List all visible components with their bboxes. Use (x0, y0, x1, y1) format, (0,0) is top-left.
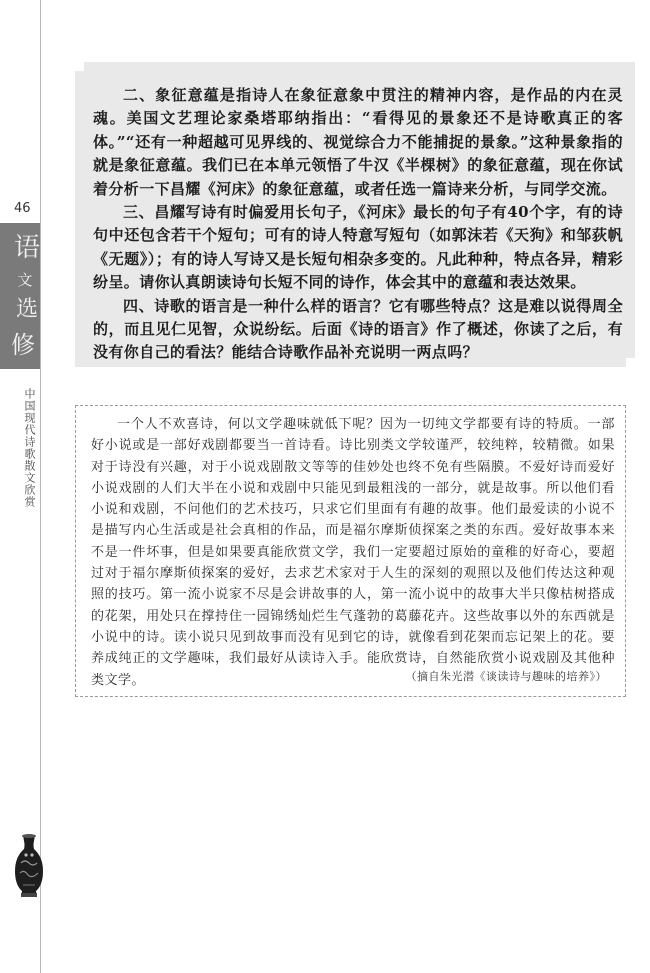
reading-passage: 一个人不欢喜诗，何以文学趣味就低下呢？因为一切纯文学都要有诗的特质。一部好小说或是一部好戏剧都要当一首诗看。诗比别类文学较谨严，较纯粹，较精微。如果对于诗没有兴趣，对于小说戏剧散文等等的佳妙处也终不免有些隔膜。不爱好诗而爱好小说戏剧的人们大半在小说和戏剧中只能见到最粗浅的一部分，就是故事。所以他们看小说和戏剧，不问他们的艺术技巧，只求它们里面有有趣的故事。他们最爱读的小说不是描写内心生活或是社会真相的作品，而是福尔摩斯侦探案之类的东西。爱好故事本来不是一件坏事，但是如果要真能欣赏文学，我们一定要超过原始的童稚的好奇心，要超过对于福尔摩斯侦探案的爱好，去求艺术家对于人生的深刻的观照以及他们传达这种观照的技巧。第一流小说家不尽是会讲故事的人，第一流小说中的故事大半只像枯树搭成的花架，用处只在撑持住一园锦绣灿烂生气蓬勃的葛藤花卉。这些故事以外的东西就是小说中的诗。读小说只见到故事而没有见到它的诗，就像看到花架而忘记架上的花。要养成纯正的文学趣味，我们最好从读诗入手。能欣赏诗，自然能欣赏小说戏剧及其他种类文学。 (91, 417, 615, 688)
vase-icon (13, 833, 45, 903)
series-char: 修 (11, 331, 35, 360)
page-number: 46 (14, 201, 31, 216)
reading-source: （摘自朱光潜《谈读诗与趣味的培养》） (405, 670, 607, 683)
exercise-item: 四、诗歌的语言是一种什么样的语言？它有哪些特点？这是难以说得周全的，而且见仁见智，众说纷纭。后面《诗的语言》作了概述，你读了之后，有没有你自己的看法？能结合诗歌作品补充说明一两点吗？ (93, 296, 623, 362)
reading-passage-box (75, 405, 626, 697)
exercise-item: 二、象征意蕴是指诗人在象征意象中贯注的精神内容，是作品的内在灵魂。美国文艺理论家桑塔耶纳指出：“看得见的景象还不是诗歌真正的客体。”“还有一种超越可见界线的、视觉综合力不能捕捉的景象。”这种景象指的就是象征意蕴。我们已在本单元领悟了牛汉《半棵树》的象征意蕴，现在你试着分析一下昌耀《河床》的象征意蕴，或者任选一篇诗来分析，与同学交流。 (93, 86, 623, 198)
exercise-box (75, 62, 635, 367)
exercise-item: 三、昌耀写诗有时偏爱用长句子，《河床》最长的句子有40个字，有的诗句中还包含若干个短句；可有的诗人特意写短句（如郭沫若《天狗》和邹荻帆《无题》）；有的诗人写诗又是长短句相杂多变的。凡此种种，特点各异，精彩纷呈。请你认真朗读诗句长短不同的诗作，体会其中的意蕴和表达效果。 (93, 203, 623, 292)
book-title: 中国现代诗歌散文欣赏 (23, 388, 36, 508)
series-char: 选 (15, 297, 38, 323)
page-margin-rule (40, 0, 41, 973)
series-char: 语 (14, 232, 41, 263)
series-char: 文 (17, 270, 33, 289)
series-tab (0, 223, 40, 369)
